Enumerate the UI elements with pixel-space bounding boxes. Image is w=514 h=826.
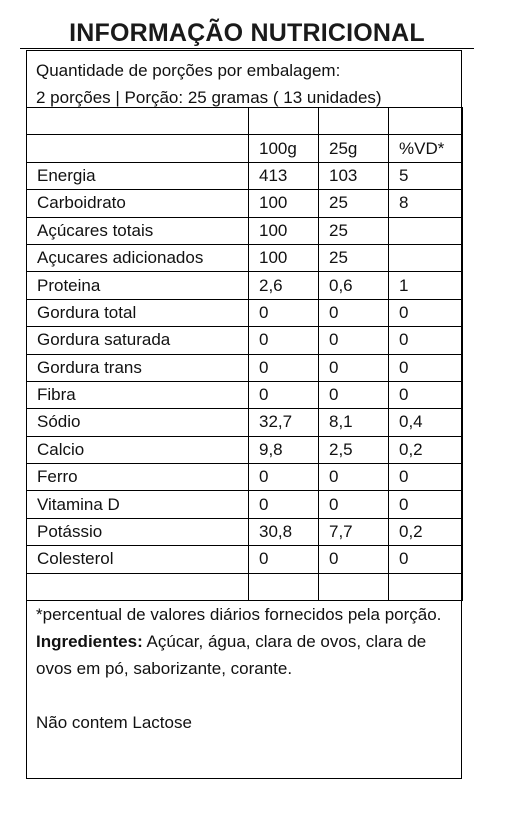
value-cell [389,244,463,271]
value-cell: 2,6 [249,272,319,299]
value-cell: 0 [389,464,463,491]
value-cell: 0,2 [389,518,463,545]
nutrient-name-cell [27,135,249,162]
table-row [27,299,463,326]
table-row [27,217,463,244]
value-cell: 100 [249,244,319,271]
nutrient-name-cell: Vitamina D [27,491,249,518]
value-cell: 8,1 [319,409,389,436]
table-row [27,464,463,491]
value-cell [389,217,463,244]
lactose-note: Não contem Lactose [36,713,192,732]
value-cell: 0 [389,327,463,354]
table-row [27,327,463,354]
value-cell: %VD* [389,135,463,162]
ingredients-text: Açúcar, água, clara de ovos, clara de ovos em pó, saborizante, corante. [36,632,427,678]
value-cell [319,573,389,600]
value-cell: 0 [389,381,463,408]
value-cell: 9,8 [249,436,319,463]
value-cell: 25 [319,244,389,271]
nutrient-name-cell: Fibra [27,381,249,408]
nutrient-name-cell: Carboidrato [27,190,249,217]
servings-per-package: Quantidade de porções por embalagem: [36,61,341,80]
value-cell: 0 [389,491,463,518]
value-cell: 0 [249,327,319,354]
value-cell: 30,8 [249,518,319,545]
value-cell: 0 [319,381,389,408]
footer-notes [36,601,456,736]
footnote-vd: *percentual de valores diários fornecidos pela porção. [36,605,442,624]
value-cell: 0 [249,354,319,381]
table-row [27,162,463,189]
value-cell: 100g [249,135,319,162]
value-cell [389,573,463,600]
value-cell: 0 [249,381,319,408]
value-cell: 1 [389,272,463,299]
nutrient-name-cell: Calcio [27,436,249,463]
table-row [27,409,463,436]
value-cell: 32,7 [249,409,319,436]
table-row [27,354,463,381]
nutrient-name-cell: Potássio [27,518,249,545]
table-spacer-row [27,108,463,135]
nutrient-name-cell: Gordura total [27,299,249,326]
value-cell: 2,5 [319,436,389,463]
nutrient-name-cell: Proteina [27,272,249,299]
nutrient-name-cell: Energia [27,162,249,189]
ingredients [36,628,456,682]
table-row [27,518,463,545]
nutrition-table [26,107,463,601]
value-cell: 0 [249,491,319,518]
nutrition-panel [26,50,462,779]
table-row [27,244,463,271]
value-cell: 7,7 [319,518,389,545]
value-cell: 8 [389,190,463,217]
value-cell: 100 [249,217,319,244]
serving-info [36,57,382,111]
nutrient-name-cell: Gordura saturada [27,327,249,354]
value-cell: 0,4 [389,409,463,436]
nutrient-name-cell: Açúcares totais [27,217,249,244]
title-underline [20,48,474,49]
nutrient-name-cell: Gordura trans [27,354,249,381]
value-cell: 0 [319,299,389,326]
nutrient-name-cell: Açucares adicionados [27,244,249,271]
nutrient-name-cell: Ferro [27,464,249,491]
value-cell: 5 [389,162,463,189]
value-cell: 0 [319,491,389,518]
value-cell: 0,6 [319,272,389,299]
value-cell: 0 [319,327,389,354]
spacer [36,682,456,709]
value-cell: 0 [389,299,463,326]
table-row [27,381,463,408]
value-cell: 0 [319,546,389,573]
value-cell: 0 [319,354,389,381]
serving-size: 2 porções | Porção: 25 gramas ( 13 unidades) [36,88,382,107]
value-cell: 0 [389,546,463,573]
value-cell: 0 [249,546,319,573]
table-row [27,546,463,573]
value-cell: 0 [249,464,319,491]
nutrient-name-cell [27,573,249,600]
table-header-row [27,135,463,162]
ingredients-label: Ingredientes: [36,632,143,651]
value-cell: 103 [319,162,389,189]
value-cell: 0,2 [389,436,463,463]
table-row [27,272,463,299]
value-cell: 0 [389,354,463,381]
nutrient-name-cell: Sódio [27,409,249,436]
value-cell: 25 [319,217,389,244]
nutrient-name-cell [27,108,249,135]
nutrient-name-cell: Colesterol [27,546,249,573]
value-cell: 25g [319,135,389,162]
table-row [27,491,463,518]
value-cell: 0 [319,464,389,491]
table-row [27,436,463,463]
value-cell: 25 [319,190,389,217]
value-cell: 100 [249,190,319,217]
value-cell [319,108,389,135]
table-row [27,190,463,217]
value-cell [249,108,319,135]
value-cell [249,573,319,600]
value-cell [389,108,463,135]
value-cell: 413 [249,162,319,189]
page-title: INFORMAÇÃO NUTRICIONAL [69,19,425,47]
value-cell: 0 [249,299,319,326]
table-spacer-row [27,573,463,600]
